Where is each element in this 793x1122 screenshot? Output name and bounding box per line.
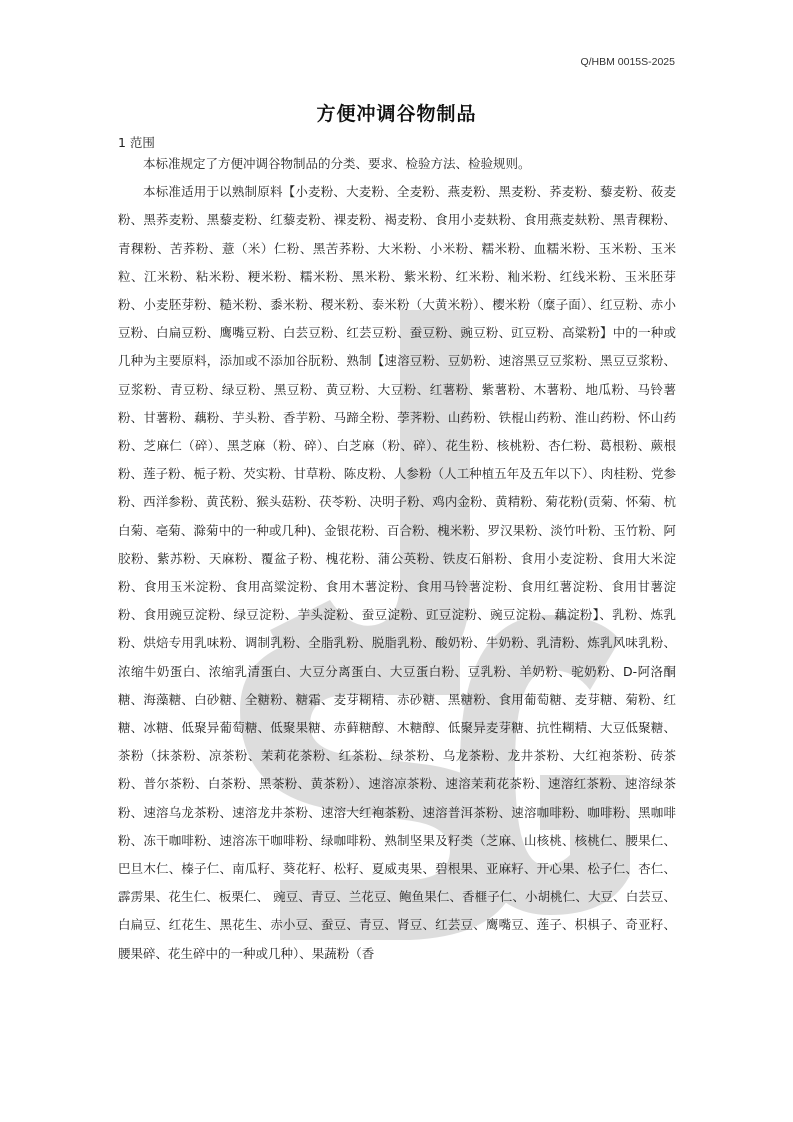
section-heading: 1 范围 bbox=[118, 135, 155, 150]
document-title: 方便冲调谷物制品 bbox=[316, 103, 477, 125]
section-body bbox=[118, 150, 676, 968]
paragraph-scope-summary: 本标准规定了方便冲调谷物制品的分类、要求、检验方法、检验规则。 bbox=[143, 156, 531, 171]
paragraph-scope-applicability: 本标准适用于以熟制原料【小麦粉、大麦粉、全麦粉、燕麦粉、黑麦粉、荞麦粉、藜麦粉、莜麦粉、黑荞麦粉、黑藜麦粉、红藜麦粉、裸麦粉、褐麦粉、食用小麦麸粉、食用燕麦麸粉、黑青稞粉、青稞粉、苦荞粉、薏（米）仁粉、黑苦荞粉、大米粉、小米粉、糯米粉、血糯米粉、玉米粉、玉米粒、江米粉、粘米粉、粳米粉、糯米粉、黑米粉、紫米粉、红米粉、籼米粉、红线米粉、玉米胚芽粉、小麦胚芽粉、糙米粉、黍米粉、稷米粉、泰米粉（大黄米粉）、樱米粉（糜子面）、红豆粉、赤小豆粉、白扁豆粉、鹰嘴豆粉、白芸豆粉、红芸豆粉、蚕豆粉、豌豆粉、豇豆粉、高粱粉】中的一种或几种为主要原料，添加或不添加谷朊粉、熟制【速溶豆粉、豆奶粉、速溶黑豆豆浆粉、黑豆豆浆粉、豆浆粉、青豆粉、绿豆粉、黑豆粉、黄豆粉、大豆粉、红薯粉、紫薯粉、木薯粉、地瓜粉、马铃薯粉、甘薯粉、藕粉、芋头粉、香芋粉、马蹄全粉、荸荠粉、山药粉、铁棍山药粉、淮山药粉、怀山药粉、芝麻仁（碎）、黑芝麻（粉、碎）、白芝麻（粉、碎）、花生粉、核桃粉、杏仁粉、葛根粉、蕨根粉、莲子粉、栀子粉、芡实粉、甘草粉、陈皮粉、人参粉（人工种植五年及五年以下）、肉桂粉、党参粉、西洋参粉、黄芪粉、猴头菇粉、茯苓粉、决明子粉、鸡内金粉、黄精粉、菊花粉(贡菊、怀菊、杭白菊、亳菊、滁菊中的一种或几种)、金银花粉、百合粉、槐米粉、罗汉果粉、淡竹叶粉、玉竹粉、阿胶粉、紫苏粉、天麻粉、覆盆子粉、槐花粉、蒲公英粉、铁皮石斛粉、食用小麦淀粉、食用大米淀粉、食用玉米淀粉、食用高粱淀粉、食用木薯淀粉、食用马铃薯淀粉、食用红薯淀粉、食用甘薯淀粉、食用豌豆淀粉、绿豆淀粉、芋头淀粉、蚕豆淀粉、豇豆淀粉、豌豆淀粉、藕淀粉】、乳粉、炼乳粉、烘焙专用乳味粉、调制乳粉、全脂乳粉、脱脂乳粉、酸奶粉、牛奶粉、乳清粉、炼乳风味乳粉、浓缩牛奶蛋白、浓缩乳清蛋白、大豆分离蛋白、大豆蛋白粉、豆乳粉、羊奶粉、驼奶粉、D-阿洛酮糖、海藻糖、白砂糖、全糖粉、糖霜、麦芽糊精、赤砂糖、黑糖粉、食用葡萄糖、麦芽糖、菊粉、红糖、冰糖、低聚异葡萄糖、低聚果糖、赤藓糖醇、木糖醇、低聚异麦芽糖、抗性糊精、大豆低聚糖、茶粉（抹茶粉、凉茶粉、茉莉花茶粉、红茶粉、绿茶粉、乌龙茶粉、龙井茶粉、大红袍茶粉、砖茶粉、普尔茶粉、白茶粉、黑茶粉、黄茶粉）、速溶凉茶粉、速溶茉莉花茶粉、速溶红茶粉、速溶绿茶粉、速溶乌龙茶粉、速溶龙井茶粉、速溶大红袍茶粉、速溶普洱茶粉、速溶咖啡粉、咖啡粉、黑咖啡粉、冻干咖啡粉、速溶冻干咖啡粉、绿咖啡粉、熟制坚果及籽类（芝麻、山核桃、核桃仁、腰果仁、巴旦木仁、榛子仁、南瓜籽、葵花籽、松籽、夏威夷果、碧根果、亚麻籽、开心果、松子仁、杏仁、霹雳果、花生仁、板栗仁、 豌豆、青豆、兰花豆、鲍鱼果仁、香榧子仁、小胡桃仁、大豆、白芸豆、白扁豆、红花生、黑花生、赤小豆、蚕豆、青豆、肾豆、红芸豆、鹰嘴豆、莲子、枳椇子、奇亚籽、腰果碎、花生碎中的一种或几种）、果蔬粉（香 bbox=[118, 184, 676, 961]
document-code: Q/HBM 0015S-2025 bbox=[580, 56, 675, 68]
